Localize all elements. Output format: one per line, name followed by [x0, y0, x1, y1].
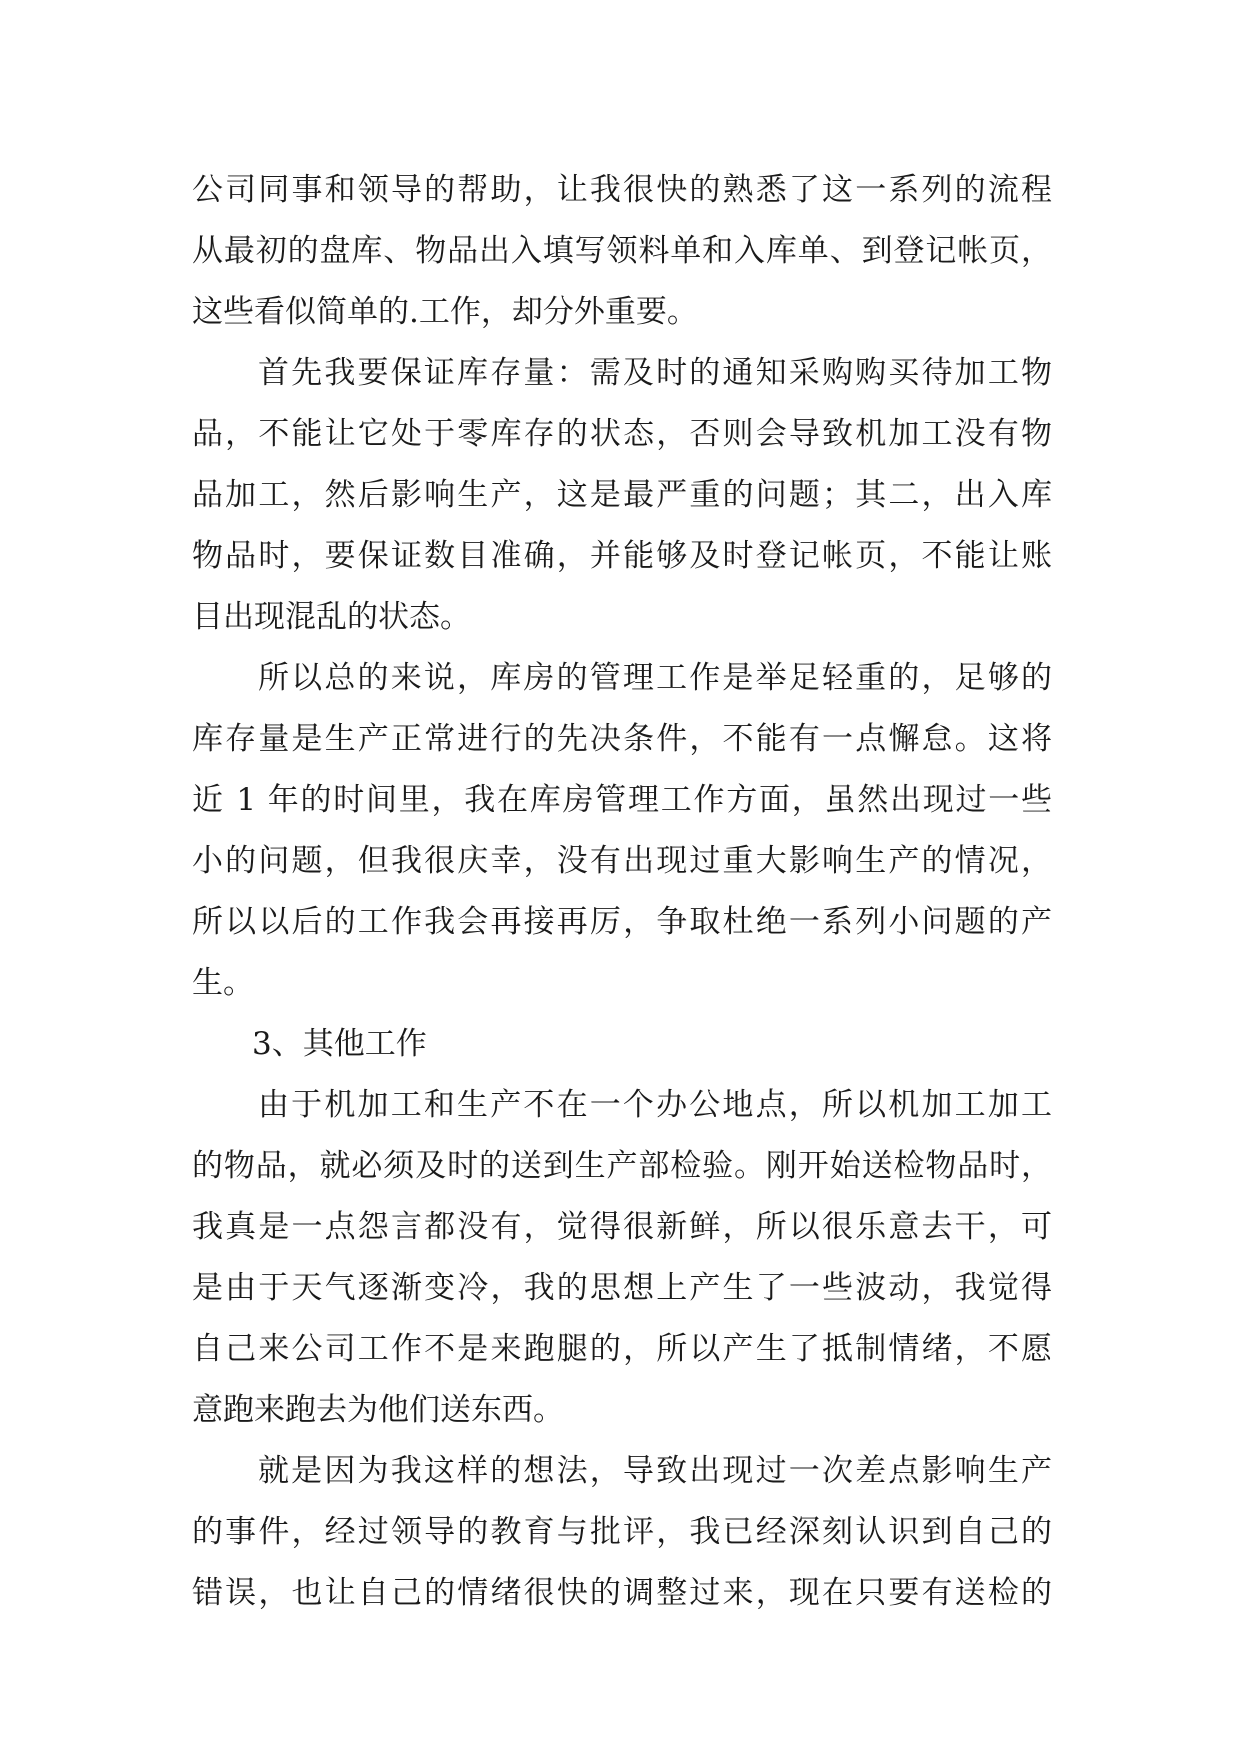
text-line: 近 1 年的时间里，我在库房管理工作方面，虽然出现过一些: [192, 782, 1052, 818]
text-line: 就是因为我这样的想法，导致出现过一次差点影响生产: [258, 1453, 1052, 1489]
text-line: 物品时，要保证数目准确，并能够及时登记帐页，不能让账: [192, 538, 1052, 574]
text-line: 所以以后的工作我会再接再厉，争取杜绝一系列小问题的产: [192, 904, 1052, 940]
text-line: 目出现混乱的状态。: [192, 599, 471, 635]
text-line: 库存量是生产正常进行的先决条件，不能有一点懈怠。这将: [192, 721, 1052, 757]
text-line: 这些看似简单的.工作，却分外重要。: [192, 294, 698, 330]
text-line: 意跑来跑去为他们送东西。: [192, 1392, 564, 1428]
document-body: [192, 160, 1052, 1624]
paragraph: [192, 648, 1052, 1014]
text-line: 生。: [192, 965, 254, 1001]
text-line: 由于机加工和生产不在一个办公地点，所以机加工加工: [258, 1087, 1052, 1123]
text-line: 3、其他工作: [252, 1026, 427, 1062]
text-line: 首先我要保证库存量：需及时的通知采购购买待加工物: [258, 355, 1052, 391]
paragraph: [192, 160, 1052, 343]
text-line: 品，不能让它处于零库存的状态，否则会导致机加工没有物: [192, 416, 1052, 452]
text-line: 是由于天气逐渐变冷，我的思想上产生了一些波动，我觉得: [192, 1270, 1052, 1306]
text-line: 所以总的来说，库房的管理工作是举足轻重的，足够的: [258, 660, 1052, 696]
text-line: 从最初的盘库、物品出入填写领料单和入库单、到登记帐页，: [192, 233, 1052, 269]
text-line: 自己来公司工作不是来跑腿的，所以产生了抵制情绪，不愿: [192, 1331, 1052, 1367]
text-line: 错误，也让自己的情绪很快的调整过来，现在只要有送检的: [192, 1575, 1052, 1611]
text-line: 小的问题，但我很庆幸，没有出现过重大影响生产的情况，: [192, 843, 1052, 879]
text-line: 的物品，就必须及时的送到生产部检验。刚开始送检物品时，: [192, 1148, 1052, 1184]
paragraph: [192, 1075, 1052, 1441]
text-line: 我真是一点怨言都没有，觉得很新鲜，所以很乐意去干，可: [192, 1209, 1052, 1245]
text-line: 品加工，然后影响生产，这是最严重的问题；其二，出入库: [192, 477, 1052, 513]
paragraph: [192, 343, 1052, 648]
paragraph: [192, 1441, 1052, 1624]
text-line: 的事件，经过领导的教育与批评，我已经深刻认识到自己的: [192, 1514, 1052, 1550]
section-heading: [192, 1014, 1052, 1075]
text-line: 公司同事和领导的帮助，让我很快的熟悉了这一系列的流程: [192, 172, 1052, 208]
